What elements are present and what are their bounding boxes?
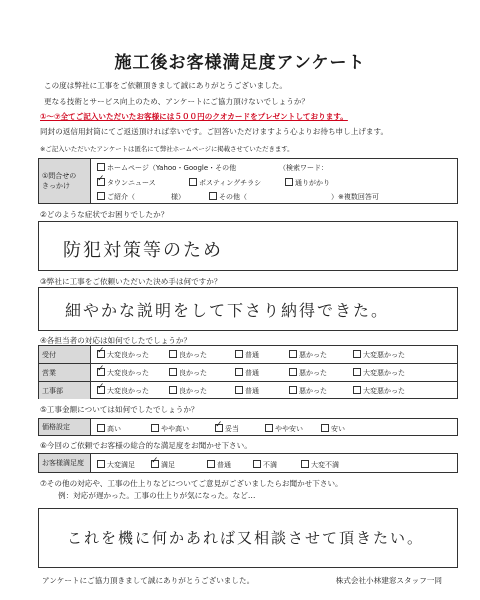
q2-label: ②どのような症状でお困りでしたか？ [40, 210, 169, 219]
q4-sales-very-good[interactable]: ✓大変良かった [97, 368, 149, 378]
q6-dissatisfied[interactable]: 不満 [253, 460, 277, 470]
q5-high[interactable]: 高い [97, 424, 121, 434]
q4-sales-normal[interactable]: 普通 [235, 368, 259, 378]
q5-somewhat-cheap[interactable]: やや安い [265, 424, 303, 434]
q1-option-referral[interactable]: ご紹介（ [97, 192, 135, 202]
q1-search-word: （検索ワード： [279, 164, 328, 172]
intro-line-4: 同封の返信用封筒にてご返送頂ければ幸いです。ご回答いただけますよう心よりお待ち申し上げます。 [40, 127, 389, 136]
q4-sales-bad[interactable]: 悪かった [289, 368, 327, 378]
q3-answer: 細やかな説明をして下さり納得できた。 [65, 301, 390, 320]
q3-answer-box[interactable] [38, 287, 458, 331]
q1-referral-suffix: 様） [171, 193, 185, 201]
q6-label: ⑥今回のご依頼でお客様の総合的な満足度をお聞かせ下さい。 [40, 441, 252, 450]
q6-normal[interactable]: 普通 [207, 460, 231, 470]
q5-somewhat-high[interactable]: やや高い [151, 424, 189, 434]
intro-note: ※ご記入いただいたアンケートは匿名にて弊社ホームページに掲載させていただきます。 [40, 145, 294, 153]
q7-example: 例：対応が遅かった。工事の仕上りが気になった。など… [58, 491, 256, 500]
q4-row-construction: 工事部 [39, 382, 91, 399]
q4-reception-very-bad[interactable]: 大変悪かった [353, 350, 405, 360]
q4-reception-normal[interactable]: 普通 [235, 350, 259, 360]
q6-row-satisfaction: お客様満足度 [39, 454, 91, 472]
q7-answer-box[interactable] [38, 508, 458, 568]
intro-campaign: ①～⑦全てご記入いただいたお客様には５００円のクオカードをプレゼントしております。 [40, 112, 348, 121]
q4-construction-bad[interactable]: 悪かった [289, 386, 327, 396]
q6-satisfied[interactable]: ✓ 満足 [151, 460, 175, 470]
q4-row-sales: 営業 [39, 364, 91, 381]
q4-construction-normal[interactable]: 普通 [235, 386, 259, 396]
q4-table [38, 345, 458, 399]
q5-label: ⑤工事金額については如何でしたでしょうか？ [40, 405, 199, 414]
q1-option-posting[interactable]: ポスティングチラシ [189, 178, 261, 188]
q1-option-other[interactable]: その他（ [209, 192, 247, 202]
q4-reception-very-good[interactable]: ✓大変良かった [97, 350, 149, 360]
q5-cheap[interactable]: 安い [321, 424, 345, 434]
q1-header: ①問合せの きっかけ [39, 159, 91, 203]
q4-reception-good[interactable]: 良かった [169, 350, 207, 360]
page-title: 施工後お客様満足度アンケート [114, 53, 366, 73]
q1-box [38, 158, 458, 204]
q1-option-town-news[interactable]: ✓タウンニュース [97, 178, 156, 188]
q4-construction-very-good[interactable]: ✓大変良かった [97, 386, 149, 396]
q1-option-homepage[interactable]: ホームページ（Yahoo・Google・その他 [97, 163, 236, 173]
q7-answer: これを機に何かあれば又相談させて頂きたい。 [67, 529, 425, 547]
q6-very-satisfied[interactable]: 大変満足 [97, 460, 135, 470]
intro-line-2: 更なる技術とサービス向上のため、アンケートにご協力頂けないでしょうか？ [44, 97, 310, 106]
q7-label: ⑦その他の対応や、工事の仕上りなどについてご意見がございましたらお聞かせ下さい。 [40, 479, 343, 488]
q5-row-price: 価格設定 [39, 419, 91, 435]
q4-row-reception: 受付 [39, 346, 91, 363]
q1-option-passing[interactable]: 通りがかり [285, 178, 330, 188]
q4-label: ④各担当者の対応は如何でしたでしょうか？ [40, 336, 192, 345]
q4-sales-very-bad[interactable]: 大変悪かった [353, 368, 405, 378]
footer-company: 株式会社小林建窓スタッフ一同 [335, 576, 442, 585]
q4-construction-very-bad[interactable]: 大変悪かった [353, 386, 405, 396]
q6-very-dissatisfied[interactable]: 大変不満 [301, 460, 339, 470]
q5-fair[interactable]: ✓ 妥当 [215, 424, 239, 434]
q5-table [38, 418, 458, 436]
q2-answer-box[interactable] [38, 221, 458, 271]
q3-label: ③弊社に工事をご依頼いただいた決め手は何ですか？ [40, 277, 222, 286]
q2-answer: 防犯対策等のため [63, 240, 223, 261]
intro-line-1: この度は弊社に工事をご依頼頂きまして誠にありがとうございました。 [44, 81, 287, 90]
q4-construction-good[interactable]: 良かった [169, 386, 207, 396]
q6-table [38, 453, 458, 473]
q4-reception-bad[interactable]: 悪かった [289, 350, 327, 360]
q4-sales-good[interactable]: 良かった [169, 368, 207, 378]
footer-thanks: アンケートにご協力頂きまして誠にありがとうございました。 [42, 576, 255, 585]
q1-multi-note: ）※複数回答可 [331, 193, 379, 201]
